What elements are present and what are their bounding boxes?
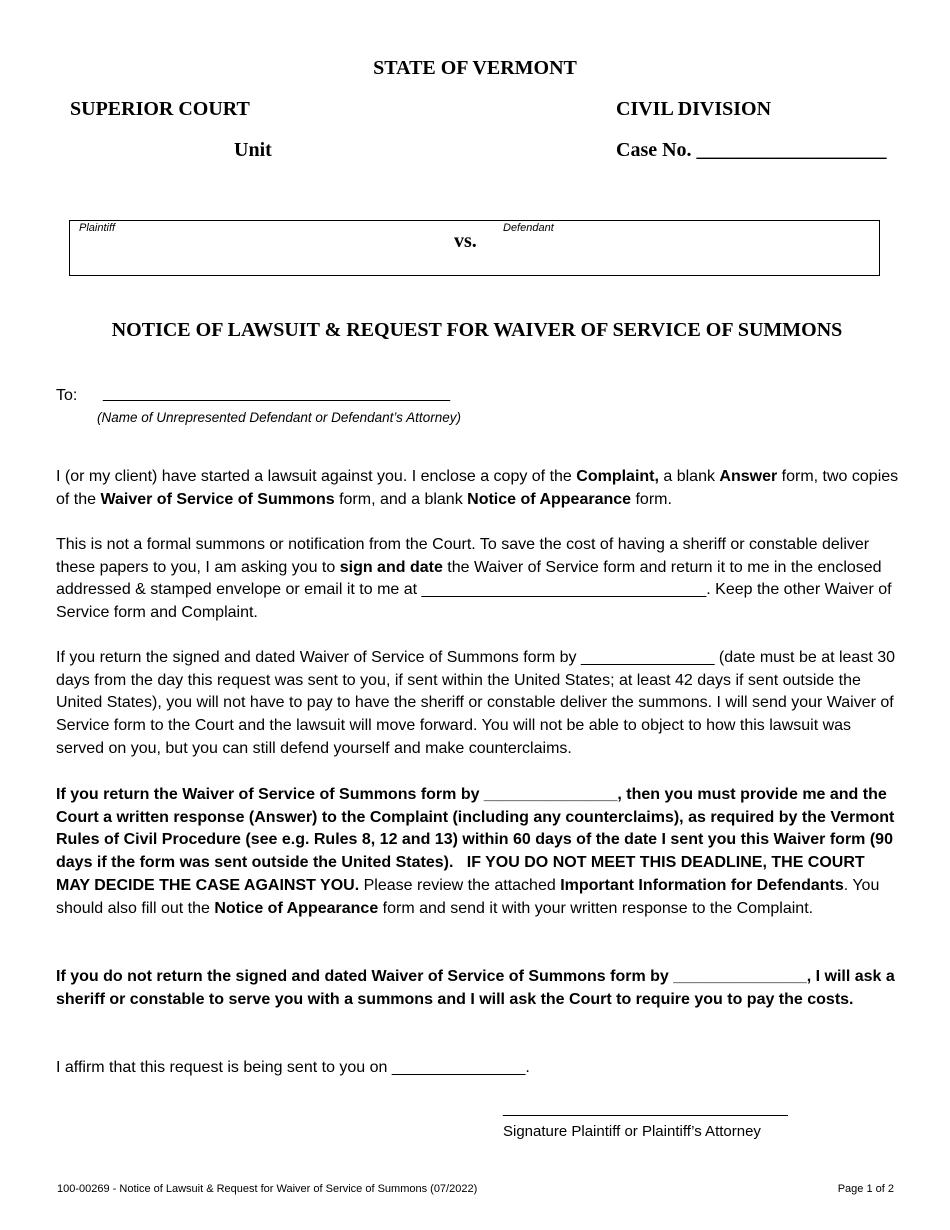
recipient-caption: (Name of Unrepresented Defendant or Defendant’s Attorney) <box>97 410 461 425</box>
signature-caption: Signature Plaintiff or Plaintiff’s Attorney <box>503 1123 761 1140</box>
to-label: To: <box>56 387 78 404</box>
unit-label: Unit <box>234 139 272 161</box>
signature-field[interactable]: ________________________________ <box>503 1100 788 1117</box>
paragraph-no-return: If you do not return the signed and dated Waiver of Service of Summons form by _______________, I will ask a sheriff or constable to serve you with a summons and I will ask the Court to require you to pay the costs. <box>56 968 895 1008</box>
paragraph-request: This is not a formal summons or notification from the Court. To save the cost of having a sheriff or constable deliver these papers to you, I am asking you to sign and date the Waiver of Service form and return it to me in the enclosed addressed & stamped envelope or email it to me at ________________________________. Keep the other Waiver of Service form and Complaint. <box>56 536 892 622</box>
paragraph-enclosures: I (or my client) have started a lawsuit against you. I enclose a copy of the Complaint, a blank Answer form, two copies of the Waiver of Service of Summons form, and a blank Notice of Appearance form. <box>56 468 899 508</box>
versus-label: vs. <box>454 230 477 252</box>
recipient-name-field[interactable]: _______________________________________ <box>103 385 451 402</box>
plaintiff-field-label: Plaintiff <box>79 222 116 234</box>
case-number-field[interactable]: Case No. ___________________ <box>616 139 887 161</box>
footer-page-number: Page 1 of 2 <box>837 1183 894 1195</box>
footer-form-id: 100-00269 - Notice of Lawsuit & Request for Waiver of Service of Summons (07/2022) <box>57 1183 478 1195</box>
paragraph-return-terms: If you return the signed and dated Waiver of Service of Summons form by _______________ (date must be at least 30 days from the day this request was sent to you, if sent within the United States; at least 42 days if sent outside the United States), you will not have to pay to have the sheriff or constable deliver the summons. I will send your Waiver of Service form to the Court and the lawsuit will move forward. You will not be able to object to how this lawsuit was served on you, but you can still defend yourself and make counterclaims. <box>56 649 896 757</box>
paragraph-response-deadline: If you return the Waiver of Service of Summons form by _______________, then you must provide me and the Court a written response (Answer) to the Complaint (including any counterclaims), as required by the Vermont Rules of Civil Procedure (see e.g. Rules 8, 12 and 13) within 60 days of the date I sent you this Waiver form (90 days if the form was sent outside the United States). IF YOU DO NOT MEET THIS DEADLINE, THE COURT MAY DECIDE THE CASE AGAINST YOU. Please review the attached Important Information for Defendants. You should also fill out the Notice of Appearance form and send it with your written response to the Complaint. <box>56 786 895 917</box>
division-label: CIVIL DIVISION <box>616 98 772 120</box>
state-title: STATE OF VERMONT <box>373 57 577 79</box>
document-title: NOTICE OF LAWSUIT & REQUEST FOR WAIVER OF SERVICE OF SUMMONS <box>111 319 843 341</box>
defendant-field-label: Defendant <box>503 222 554 234</box>
court-name: SUPERIOR COURT <box>70 98 250 120</box>
paragraph-affirmation: I affirm that this request is being sent to you on _______________. <box>56 1059 530 1076</box>
parties-box <box>69 220 880 276</box>
